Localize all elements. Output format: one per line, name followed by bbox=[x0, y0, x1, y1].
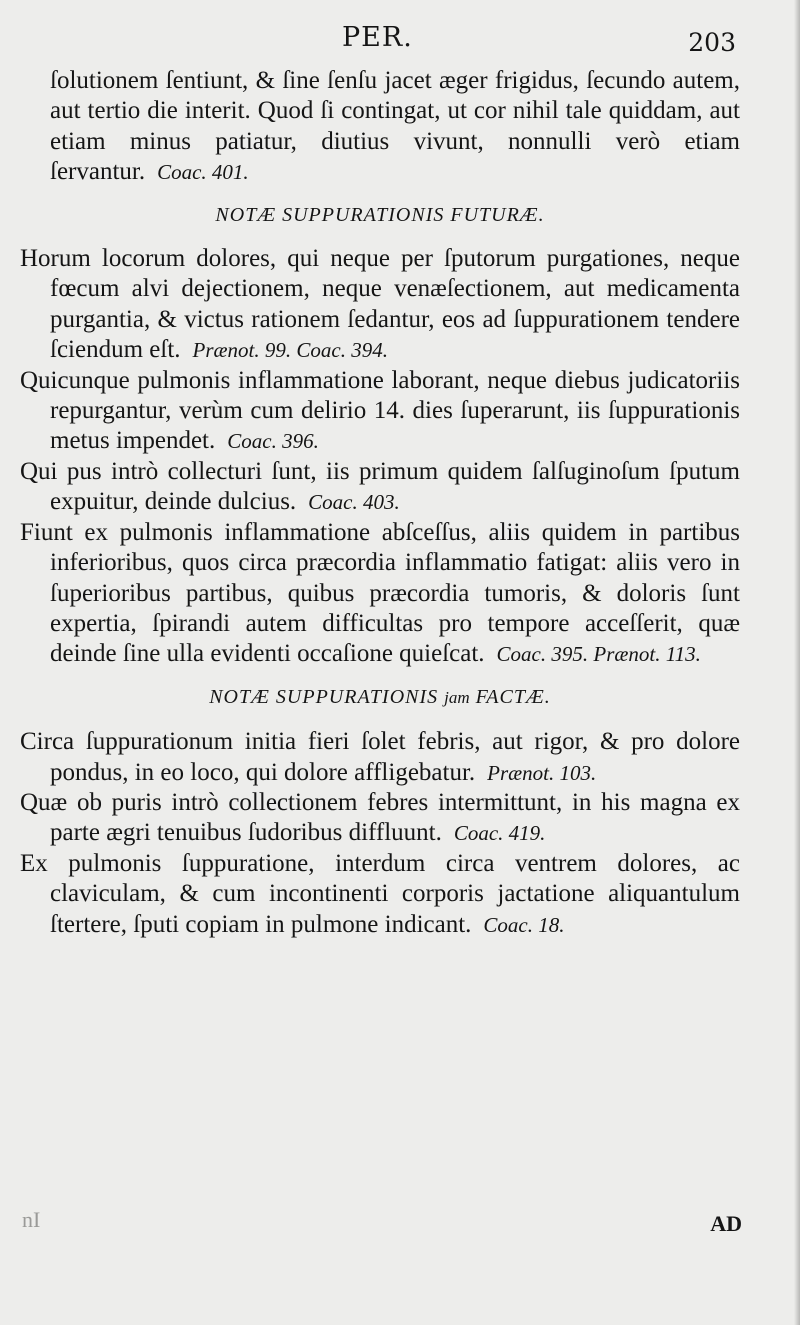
citation: Coac. 18. bbox=[483, 912, 565, 937]
paragraph-continued bbox=[20, 66, 740, 188]
paragraph bbox=[20, 518, 740, 670]
bleed-through-mark: nI bbox=[22, 1207, 41, 1232]
paragraph bbox=[20, 788, 740, 849]
citation: Coac. 395. Prænot. 113. bbox=[496, 642, 701, 667]
section-heading-factae bbox=[20, 682, 740, 713]
paragraph-text: Horum locorum dolores, qui neque per ſputorum purgationes, neque fœcum alvi dejectionem, neque venæſectionem, aut medicamenta purgantia, & victus rationem ſedantur, eos ad ſuppurationem tendere ſciendum eſt. bbox=[20, 245, 740, 364]
catchword: AD bbox=[710, 1211, 742, 1236]
heading-end: FACTÆ. bbox=[475, 685, 551, 708]
citation: Prænot. 103. bbox=[487, 760, 597, 785]
running-head: PER. bbox=[342, 22, 413, 53]
paragraph bbox=[20, 457, 740, 518]
heading-main: NOTÆ SUPPURATIONIS bbox=[209, 685, 439, 708]
paragraph bbox=[20, 727, 740, 788]
paragraph-text: Fiunt ex pulmonis inflammatione abſceſſus, aliis quidem in partibus inferioribus, quos circa præcordia inflammatio fatigat: aliis vero in ſuperioribus partibus, quibus præcordia tumoris, & doloris ſunt expertia, ſpirandi autem difficultas pro tempore acceſſerit, quæ deinde ſine ulla evidenti occaſione quieſcat. bbox=[20, 518, 740, 668]
page-edge-shadow bbox=[794, 0, 800, 1325]
page-header bbox=[0, 22, 800, 62]
citation: Coac. 403. bbox=[308, 490, 400, 515]
paragraph-text: Circa ſuppurationum initia fieri ſolet febris, aut rigor, & pro dolore pondus, in eo loco, qui dolore affligebatur. bbox=[20, 728, 740, 786]
citation: Coac. 401. bbox=[157, 160, 249, 185]
heading-jam: jam bbox=[444, 687, 470, 707]
main-text bbox=[20, 66, 740, 940]
paragraph-text: Qui pus intrò collecturi ſunt, iis primum quidem ſalſuginoſum ſputum expuitur, deinde dulcius. bbox=[20, 457, 740, 516]
paragraph bbox=[20, 366, 740, 457]
paragraph bbox=[20, 849, 740, 940]
page-number: 203 bbox=[688, 28, 736, 57]
paragraph-text: Ex pulmonis ſuppuratione, interdum circa ventrem dolores, ac claviculam, & cum incontinenti corporis jactatione aliquantulum ſtertere, ſputi copiam in pulmone indicant. bbox=[20, 849, 740, 938]
citation: Prænot. 99. Coac. 394. bbox=[192, 338, 388, 363]
citation: Coac. 396. bbox=[227, 429, 319, 454]
paragraph bbox=[20, 244, 740, 366]
paragraph-text: Quæ ob puris intrò collectionem febres intermittunt, in his magna ex parte ægri tenuibus ſudoribus diffluunt. bbox=[20, 788, 740, 847]
paragraph-text: ſolutionem ſentiunt, & ſine ſenſu jacet æger frigidus, ſecundo autem, aut tertio die interit. Quod ſi contingat, ut cor nihil tale quiddam, aut etiam minus patiatur, diutius vivunt, nonnulli verò etiam ſervantur. bbox=[50, 67, 740, 186]
paragraph-text: Quicunque pulmonis inflammatione laborant, neque diebus judicatoriis repurgantur, verùm cum delirio 14. dies ſuperarunt, iis ſuppurationis metus impendet. bbox=[20, 366, 740, 455]
section-heading-futurae: NOTÆ SUPPURATIONIS FUTURÆ. bbox=[215, 203, 545, 226]
citation: Coac. 419. bbox=[453, 821, 546, 846]
